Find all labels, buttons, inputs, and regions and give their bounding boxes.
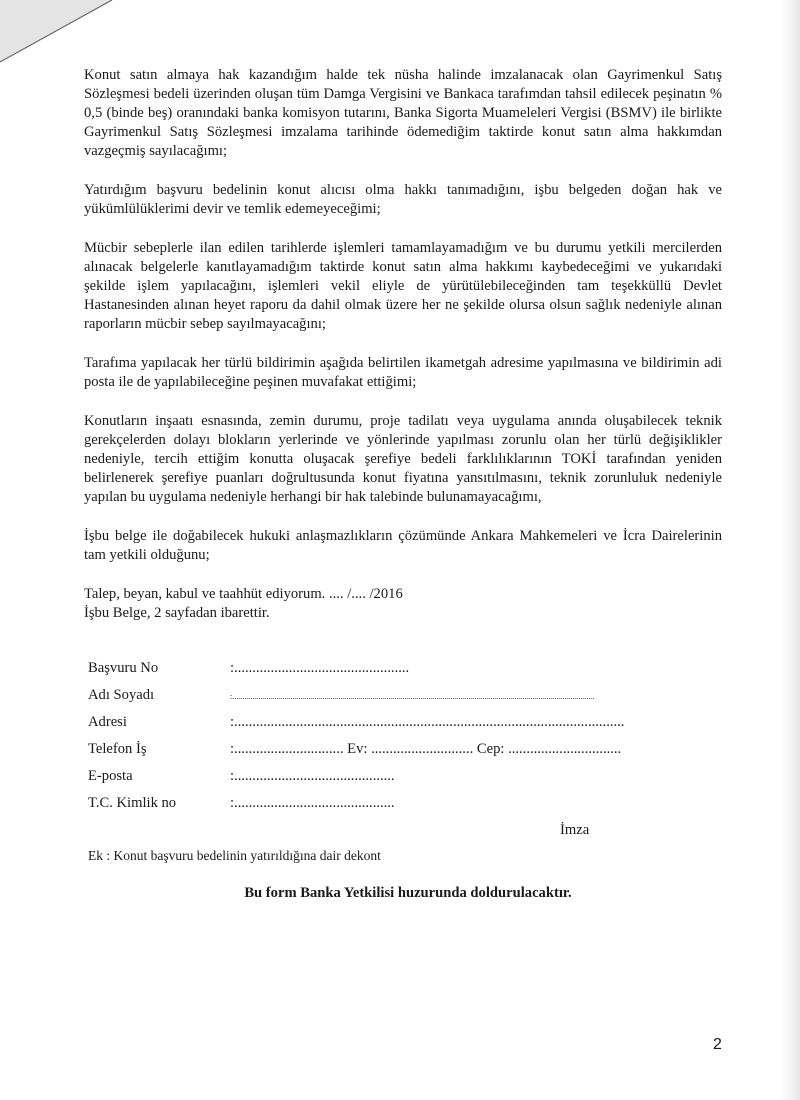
applicant-fields	[88, 659, 688, 821]
declaration-line: Talep, beyan, kabul ve taahhüt ediyorum. .... /.... /2016	[84, 586, 403, 602]
field-address	[88, 713, 688, 740]
signature-label: İmza	[560, 822, 590, 838]
field-label: Telefon İş	[88, 741, 147, 757]
paragraph-construction-changes: Konutların inşaatı esnasında, zemin durumu, proje tadilatı veya uygulama anında oluşabilecek teknik gerekçelerden dolayı blokların yerlerinde ve yönlerinde yapılması zorunlu olan her türlü değişiklikler nedeniyle, tercih ettiğim konutta oluşacak şerefiye bedeli farklılıklarının TOKİ tarafından yeniden belirlenerek şerefiye puanları doğrultusunda konut fiyatına yansıtılmasını, teknik zorunluluk nedeniyle yapılan bu uygulama nedeniyle herhangi bir hak talebinde bulunamayacağımı,	[84, 413, 722, 505]
signature-block	[84, 821, 589, 840]
address-blank[interactable]: :...........................................................................................................	[230, 714, 625, 730]
page-count-line: İşbu Belge, 2 sayfadan ibarettir.	[84, 605, 270, 621]
phone-blank[interactable]: :.............................. Ev: ............................ Cep: ...............................	[230, 741, 622, 757]
field-label: Adresi	[88, 714, 127, 730]
bank-notice	[0, 885, 800, 902]
bank-notice-text: Bu form Banka Yetkilisi huzurunda doldurulacaktır.	[244, 885, 572, 901]
full-name-blank[interactable]: :.....................................................................................................................................................................................	[230, 692, 595, 701]
declaration-statement	[84, 585, 722, 623]
field-label: E-posta	[88, 768, 133, 784]
field-label: Adı Soyadı	[88, 687, 155, 703]
application-no-blank[interactable]: :................................................	[230, 660, 410, 676]
tc-id-blank[interactable]: :............................................	[230, 795, 395, 811]
page-number: 2	[713, 1036, 722, 1053]
document-body	[84, 66, 722, 840]
field-tc-id	[88, 794, 688, 821]
field-label: Başvuru No	[88, 660, 159, 676]
field-full-name	[88, 686, 688, 713]
field-label: T.C. Kimlik no	[88, 795, 177, 811]
paragraph-force-majeure: Mücbir sebeplerle ilan edilen tarihlerde işlemleri tamamlayamadığım ve bu durumu yetkili mercilerden alınacak belgelerle kanıtlayamadığım taktirde konut satın alma hakkımı kaybedeceğimi ve yukarıdaki şekilde işlem yapılacağını, işlemleri vekil eliyle de yürütülebileceğinden tam teşekküllü Devlet Hastanesinden alınan heyet raporu da dahil olmak üzere her ne şekilde olursa olsun sağlık nedeniyle alınan raporların mücbir sebep sayılmayacağını;	[84, 240, 722, 332]
paragraph-stamp-duty: Konut satın almaya hak kazandığım halde tek nüsha halinde imzalanacak olan Gayrimenkul Satış Sözleşmesi bedeli üzerinden oluşan tüm Damga Vergisini ve Bankaca tarafımdan tahsil edilecek peşinatın % 0,5 (binde beş) oranındaki banka komisyon tutarını, Banka Sigorta Muameleleri Vergisi (BSMV) ile birlikte Gayrimenkul Satış Sözleşmesi imzalama tarihinde ödemediğim taktirde konut satın alma hakkımdan vazgeçmiş sayılacağımı;	[84, 67, 722, 159]
paragraph-jurisdiction: İşbu belge ile doğabilecek hukuki anlaşmazlıkların çözümünde Ankara Mahkemeleri ve İcra Dairelerinin tam yetkili olduğunu;	[84, 528, 722, 563]
field-application-no	[88, 659, 688, 686]
field-email	[88, 767, 688, 794]
scan-edge-shadow	[780, 0, 800, 1100]
paragraph-application-fee: Yatırdığım başvuru bedelinin konut alıcısı olma hakkı tanımadığını, işbu belgeden doğan hak ve yükümlülüklerimi devir ve temlik edemeyeceğimi;	[84, 182, 722, 217]
email-blank[interactable]: :............................................	[230, 768, 395, 784]
attachment-note: Ek : Konut başvuru bedelinin yatırıldığına dair dekont	[88, 848, 381, 863]
field-phone	[88, 740, 688, 767]
paragraph-notification: Tarafıma yapılacak her türlü bildirimin aşağıda belirtilen ikametgah adresime yapılmasına ve bildirimin adi posta ile de yapılabileceğine peşinen muvafakat ettiğimi;	[84, 355, 722, 390]
